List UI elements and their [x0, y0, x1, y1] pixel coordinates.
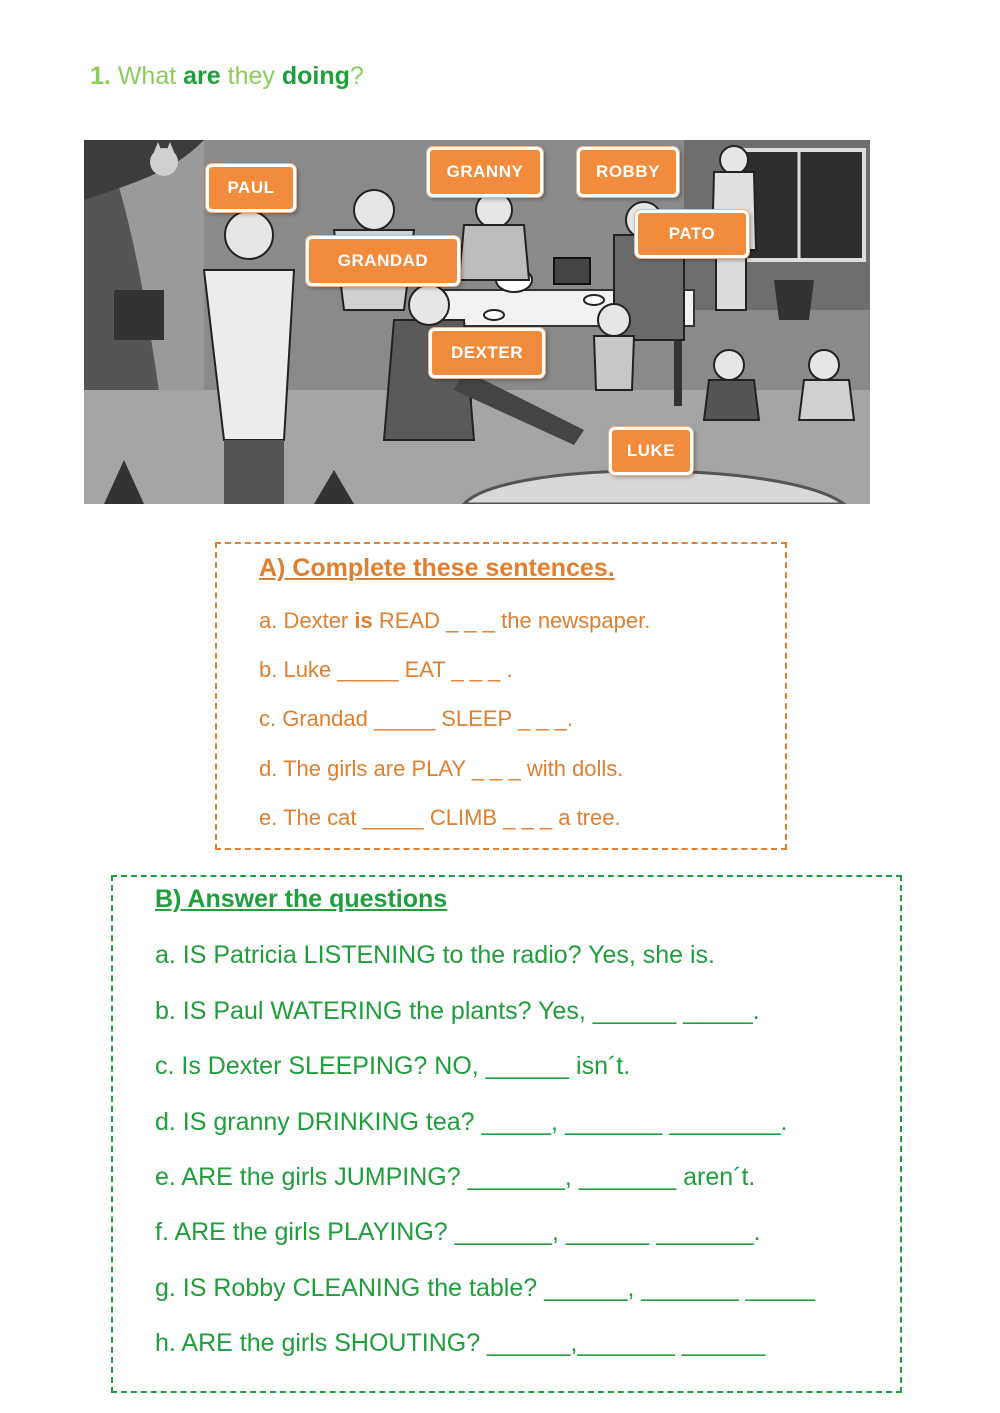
- sentence-a-end: READ _ _ _ the newspaper.: [372, 608, 651, 633]
- label-paul[interactable]: PAUL: [206, 164, 296, 212]
- exercise-number: 1.: [90, 62, 111, 90]
- title-word-are: are: [183, 62, 221, 90]
- sentence-c: c. Grandad _____ SLEEP _ _ _.: [259, 706, 573, 731]
- title-word-they: they: [227, 62, 275, 90]
- label-dexter[interactable]: DEXTER: [429, 328, 545, 378]
- label-pato[interactable]: PATO: [635, 210, 749, 258]
- question-f: f. ARE the girls PLAYING? _______, ______ _______.: [155, 1218, 761, 1246]
- garden-scene-picture: [84, 140, 870, 504]
- title-word-what: What: [117, 62, 177, 90]
- section-a-box: [215, 542, 787, 850]
- question-g: g. IS Robby CLEANING the table? ______, _______ _____: [155, 1274, 816, 1302]
- question-a: a. IS Patricia LISTENING to the radio? Yes, she is.: [155, 941, 715, 969]
- label-grandad[interactable]: GRANDAD: [306, 236, 460, 286]
- sentence-e: e. The cat _____ CLIMB _ _ _ a tree.: [259, 805, 621, 830]
- label-robby[interactable]: ROBBY: [577, 147, 679, 197]
- section-b-heading: B) Answer the questions: [155, 885, 448, 913]
- question-e: e. ARE the girls JUMPING? _______, _______ aren´t.: [155, 1163, 756, 1191]
- sentence-a: [259, 608, 650, 634]
- title-question-mark: ?: [349, 62, 364, 90]
- section-b-box: [111, 875, 902, 1393]
- sentence-d: d. The girls are PLAY _ _ _ with dolls.: [259, 756, 624, 781]
- question-b: b. IS Paul WATERING the plants? Yes, ______ _____.: [155, 997, 760, 1025]
- sentence-a-start: a. Dexter: [259, 608, 355, 633]
- sentence-a-bold: is: [354, 608, 373, 633]
- exercise-title: [90, 62, 364, 91]
- question-d: d. IS granny DRINKING tea? _____, _______ ________.: [155, 1108, 788, 1136]
- question-c: c. Is Dexter SLEEPING? NO, ______ isn´t.: [155, 1052, 631, 1080]
- title-word-doing: doing: [281, 62, 350, 90]
- label-luke[interactable]: LUKE: [609, 427, 693, 475]
- section-a-heading: A) Complete these sentences.: [259, 554, 615, 582]
- question-h: h. ARE the girls SHOUTING? ______,_______ ______: [155, 1329, 766, 1357]
- label-granny[interactable]: GRANNY: [427, 147, 543, 197]
- sentence-b: b. Luke _____ EAT _ _ _ .: [259, 657, 513, 682]
